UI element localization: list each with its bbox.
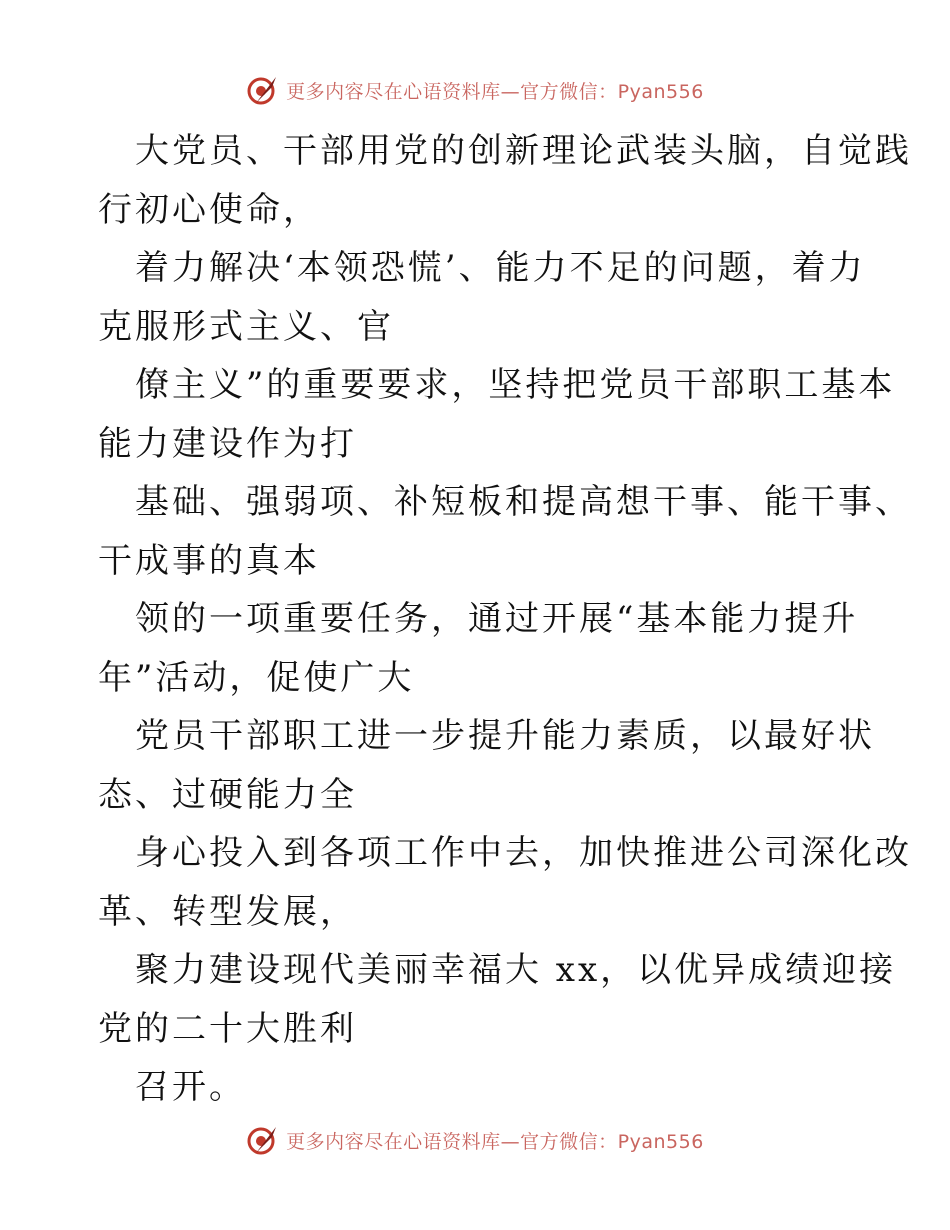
paragraph xyxy=(98,824,912,941)
watermark-main-text: 更多内容尽在心语资料库 xyxy=(286,80,501,103)
paragraph xyxy=(98,239,866,356)
paragraph xyxy=(98,356,896,473)
quill-logo-icon xyxy=(246,73,280,107)
paragraph xyxy=(98,473,912,590)
paragraph-line: 召开。 xyxy=(135,1067,246,1107)
watermark-dash: — xyxy=(500,1130,521,1153)
paragraph-line: 基础、强弱项、补短板和提高想干事、能干事、 xyxy=(135,482,912,522)
paragraph-line: 僚主义”的重要要求，坚持把党员干部职工基本 xyxy=(135,365,896,405)
paragraph-line: 身心投入到各项工作中去，加快推进公司深化改 xyxy=(135,833,912,873)
paragraph-line: 年”活动，促使广大 xyxy=(98,657,415,698)
document-body xyxy=(98,122,912,1117)
paragraph xyxy=(98,590,858,707)
paragraph xyxy=(98,941,897,1058)
paragraph-line: 态、过硬能力全 xyxy=(98,774,357,815)
watermark-text xyxy=(286,77,704,104)
watermark-dash: — xyxy=(500,80,521,103)
watermark-wechat-text: 官方微信：Pyan556 xyxy=(520,80,704,103)
paragraph xyxy=(98,707,875,824)
paragraph-line: 行初心使命， xyxy=(98,189,320,230)
paragraph-line: 领的一项重要任务，通过开展“基本能力提升 xyxy=(135,599,859,639)
paragraph-line: 大党员、干部用党的创新理论武装头脑，自觉践 xyxy=(135,131,912,171)
watermark-text xyxy=(286,1127,704,1154)
paragraph-line: 克服形式主义、官 xyxy=(98,306,394,347)
quill-logo-icon xyxy=(246,1123,280,1157)
watermark-wechat-text: 官方微信：Pyan556 xyxy=(520,1130,704,1153)
footer-watermark xyxy=(0,1120,950,1160)
paragraph-line: 革、转型发展， xyxy=(98,891,357,932)
paragraph-line: 干成事的真本 xyxy=(98,540,320,581)
paragraph-line: 聚力建设现代美丽幸福大 xx，以优异成绩迎接 xyxy=(135,950,897,990)
header-watermark xyxy=(0,70,950,110)
paragraph xyxy=(98,1058,858,1117)
paragraph-line: 着力解决‘本领恐慌’、能力不足的问题，着力 xyxy=(135,248,866,288)
paragraph-line: 党的二十大胜利 xyxy=(98,1008,357,1049)
paragraph-line: 能力建设作为打 xyxy=(98,423,357,464)
paragraph xyxy=(98,122,912,239)
paragraph-line: 党员干部职工进一步提升能力素质，以最好状 xyxy=(135,716,875,756)
watermark-main-text: 更多内容尽在心语资料库 xyxy=(286,1130,501,1153)
